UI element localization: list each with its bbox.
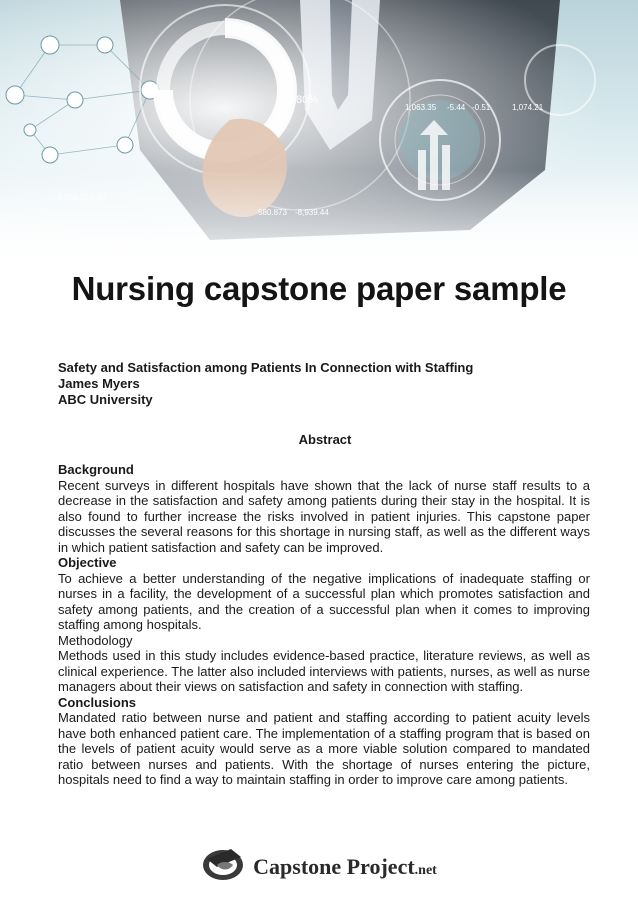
section-text: Methods used in this study includes evidence-based practice, literature reviews, as well as clinical experience. The latter also included interviews with patients, nurses, as well as nurse managers about their views on satisfaction and safety in connection with staffing. [58, 648, 590, 694]
section-text: Mandated ratio between nurse and patient and staffing according to patient acuity levels have both enhanced patient care. The implementation of a staffing program that is based on the levels of patient acuity would serve as a more viable solution compared to mandated ratio between nurses and patients. With the shortage of nurses entering the picture, hospitals need to find a way to maintain staffing in order to improve care among patients. [58, 710, 590, 787]
capstone-logo-icon [201, 847, 245, 888]
abstract-body [58, 462, 590, 788]
section-text: Recent surveys in different hospitals have shown that the lack of nurse staff results to a decrease in the satisfaction and safety among patients during their stay in the hospital. It is also found to further increase the risks involved in patient injuries. This capstone paper discusses the several reasons for this shortage in nursing staff, as well as the different ways in which patient satisfaction and safety can be improved. [58, 477, 590, 555]
institution-name: ABC University [58, 392, 153, 407]
section-methodology [58, 633, 590, 695]
readout-1: 1,063.35 [405, 103, 437, 112]
page-title: Nursing capstone paper sample [71, 270, 567, 307]
author-name: James Myers [58, 376, 140, 391]
paper-title: Safety and Satisfaction among Patients In Connection with Staffing [58, 360, 474, 375]
brand-tld: .net [414, 863, 437, 878]
section-background [58, 462, 590, 555]
percent-readout: 80% [296, 94, 319, 106]
footer-brand [0, 842, 638, 892]
brand-text: Capstone Project [253, 854, 415, 879]
readout-4: 1,074.21 [512, 103, 544, 112]
section-objective [58, 555, 590, 633]
section-heading: Background [58, 462, 134, 477]
readout-2: -5.44 [447, 103, 466, 112]
readout-3: -0.51 [472, 103, 491, 112]
section-conclusions [58, 695, 590, 788]
section-heading: Conclusions [58, 694, 137, 710]
section-heading: Methodology [58, 632, 133, 648]
abstract-heading: Abstract [298, 432, 352, 447]
brand-name [253, 854, 437, 880]
paper-meta [58, 360, 588, 408]
section-text: To achieve a better understanding of the negative implications of inadequate staffing or nurses in a facility, the development of a successful plan which promotes satisfaction and safety among patients, and the creation of a successful plan when it comes to improving staffing among hospitals. [58, 570, 590, 632]
hero-image [0, 0, 638, 270]
section-heading: Objective [58, 555, 117, 570]
